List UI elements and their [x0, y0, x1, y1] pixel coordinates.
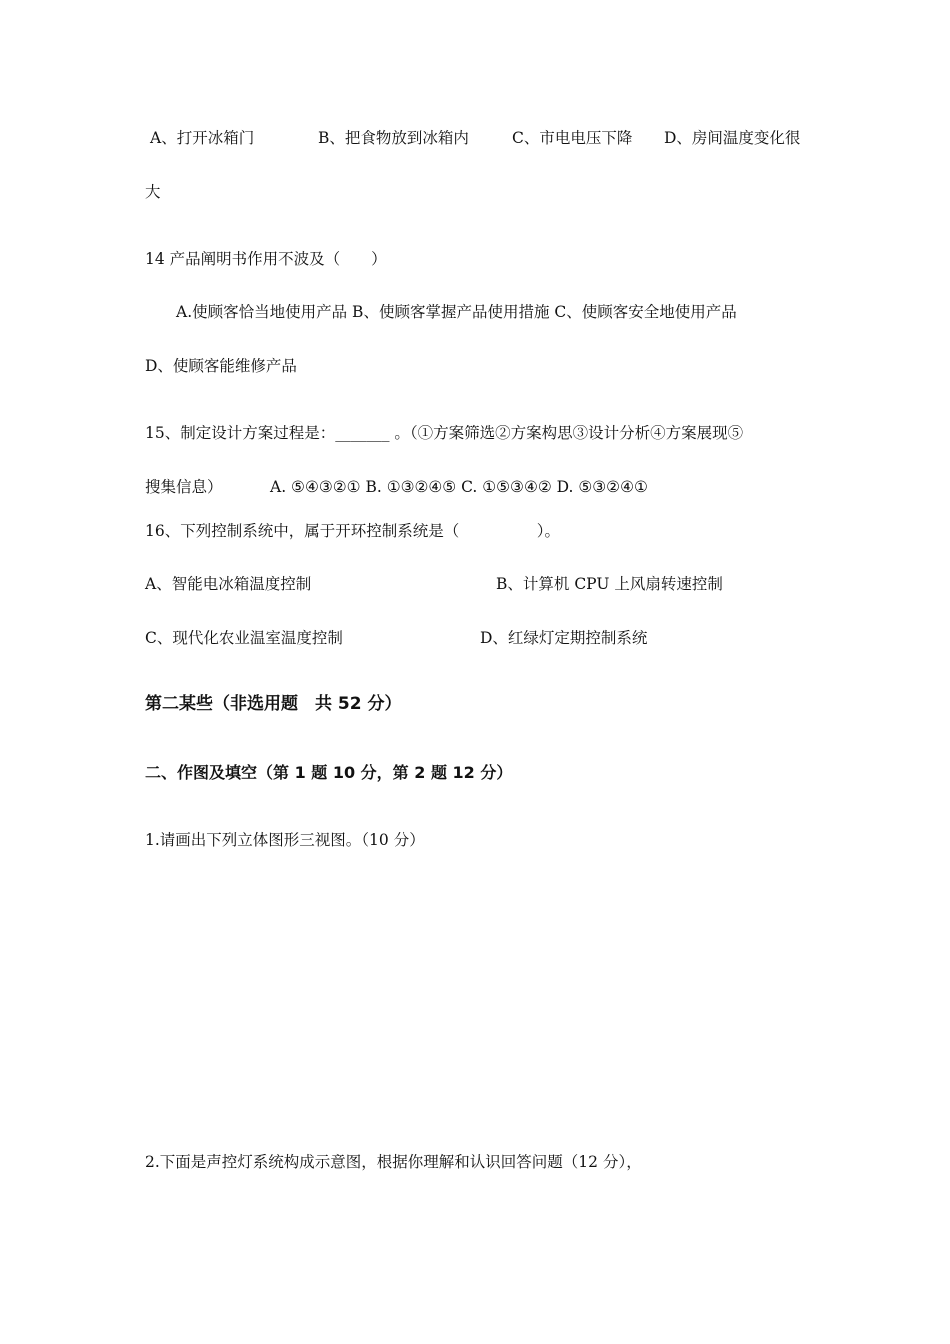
q13-option-d-continuation: 大 — [145, 183, 161, 201]
item2-question: 2.下面是声控灯系统构成示意图，根据你理解和认识回答问题（12 分）， — [145, 1153, 642, 1171]
q15-stem-continuation: 搜集信息） — [145, 478, 223, 496]
q16-option-d: D、红绿灯定期控制系统 — [480, 629, 648, 647]
q14-options-line1: A.使顾客恰当地使用产品 B、使顾客掌握产品使用措施 C、使顾客安全地使用产品 — [176, 303, 737, 321]
q16-stem: 16、下列控制系统中，属于开环控制系统是（ ）。 — [145, 522, 560, 540]
q14-stem: 14 产品阐明书作用不波及（ ） — [145, 250, 387, 268]
q13-option-a: A、打开冰箱门 — [150, 129, 255, 147]
q16-option-b: B、计算机 CPU 上风扇转速控制 — [496, 575, 723, 593]
item1-drawing-task: 1.请画出下列立体图形三视图。（10 分） — [145, 831, 425, 849]
q15-options: A. ⑤④③②① B. ①③②④⑤ C. ①⑤③④② D. ⑤③②④① — [270, 478, 648, 496]
q13-option-c: C、市电电压下降 — [512, 129, 633, 147]
q14-options-line2: D、使顾客能维修产品 — [145, 357, 297, 375]
q16-option-c: C、现代化农业温室温度控制 — [145, 629, 343, 647]
q15-stem: 15、制定设计方案过程是：_______ 。（①方案筛选②方案构思③设计分析④方案展现⑤ — [145, 424, 744, 442]
q13-option-b: B、把食物放到冰箱内 — [318, 129, 469, 147]
q13-option-d: D、房间温度变化很 — [664, 129, 801, 147]
section2-title: 二、作图及填空（第 1 题 10 分，第 2 题 12 分） — [145, 763, 513, 782]
q16-option-a: A、智能电冰箱温度控制 — [145, 575, 312, 593]
part2-title: 第二某些（非选用题 共 52 分） — [145, 694, 402, 714]
